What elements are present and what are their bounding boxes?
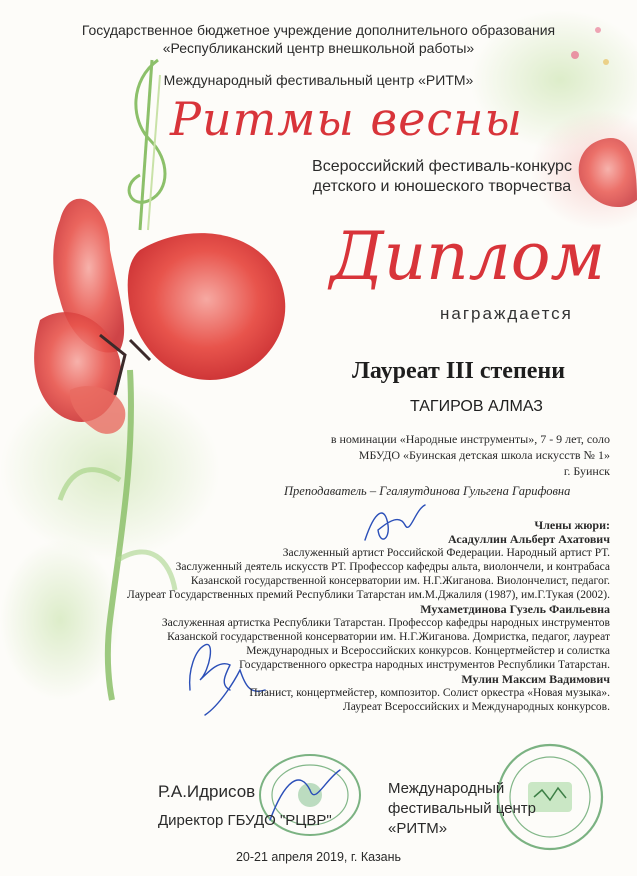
degree-title: Лауреат III степени <box>352 358 566 384</box>
org-line-2: «Республиканский центр внешкольной работы» <box>162 40 475 56</box>
festival-name: Ритмы весны <box>170 92 523 146</box>
org-line-3: Международный фестивальный центр «РИТМ» <box>163 72 474 88</box>
jury-member-line: Заслуженная артистка Республики Татарстан. Профессор кафедры народных инструментов <box>161 617 610 629</box>
stamp-ritm <box>490 742 610 852</box>
jury-member-name: Мухаметдинова Гузель Фаильевна <box>420 602 610 616</box>
center-line-2: фестивальный центр <box>388 800 537 817</box>
festival-subtitle-1: Всероссийский фестиваль-конкурс <box>312 158 572 175</box>
center-line-1: Международный <box>388 780 505 797</box>
center-line-3: «РИТМ» <box>388 820 448 837</box>
jury-member-name: Асадуллин Альберт Ахатович <box>447 532 610 546</box>
jury-member-line: Государственного оркестра народных инструментов Республики Татарстан. <box>239 659 610 671</box>
school: МБУДО «Буинская детская школа искусств № 1» <box>358 448 610 462</box>
org-line-1: Государственное бюджетное учреждение дополнительного образования <box>81 22 556 38</box>
diploma-title: Диплом <box>330 218 606 295</box>
jury-member-line: Пианист, концертмейстер, композитор. Солист оркестра «Новая музыка». <box>249 687 610 699</box>
director-title: Директор ГБУДО "РЦВР" <box>158 812 332 829</box>
jury-member-line: Международных и Всероссийских конкурсов. Концертмейстер и солистка <box>246 645 610 657</box>
jury-member-line: Лауреат Государственных премий Республики Татарстан им.М.Джалиля (1987), им.Г.Тукая (2002). <box>127 589 610 601</box>
jury-heading: Члены жюри: <box>534 518 610 532</box>
recipient-name: ТАГИРОВ АЛМАЗ <box>410 398 543 415</box>
nomination: в номинации «Народные инструменты», 7 - 9 лет, соло <box>330 432 610 446</box>
teacher: Преподаватель – Ггаляутдинова Гульгена Гарифовна <box>284 484 571 498</box>
event-date: 20-21 апреля 2019, г. Казань <box>235 850 402 864</box>
jury-member-name: Мулин Максим Вадимович <box>461 672 610 686</box>
city: г. Буинск <box>563 464 610 478</box>
jury-member-line: Казанской государственной консерватории им. Н.Г.Жиганова. Виолончелист, педагог. <box>190 575 610 587</box>
festival-subtitle-2: детского и юношеского творчества <box>312 178 572 195</box>
awarded-label: награждается <box>440 304 573 323</box>
jury-member-line: Заслуженный артист Российской Федерации. Народный артист РТ. <box>282 547 610 559</box>
jury-member-line: Заслуженный деятель искусств РТ. Профессор кафедры альта, виолончели, и контрабаса <box>175 561 610 573</box>
jury-member-line: Лауреат Всероссийских и Международных конкурсов. <box>342 701 610 713</box>
jury-member-line: Казанской государственной консерватории им. Н.Г.Жиганова. Домристка, педагог, лауреат <box>167 631 610 643</box>
director-name: Р.А.Идрисов <box>158 782 256 801</box>
